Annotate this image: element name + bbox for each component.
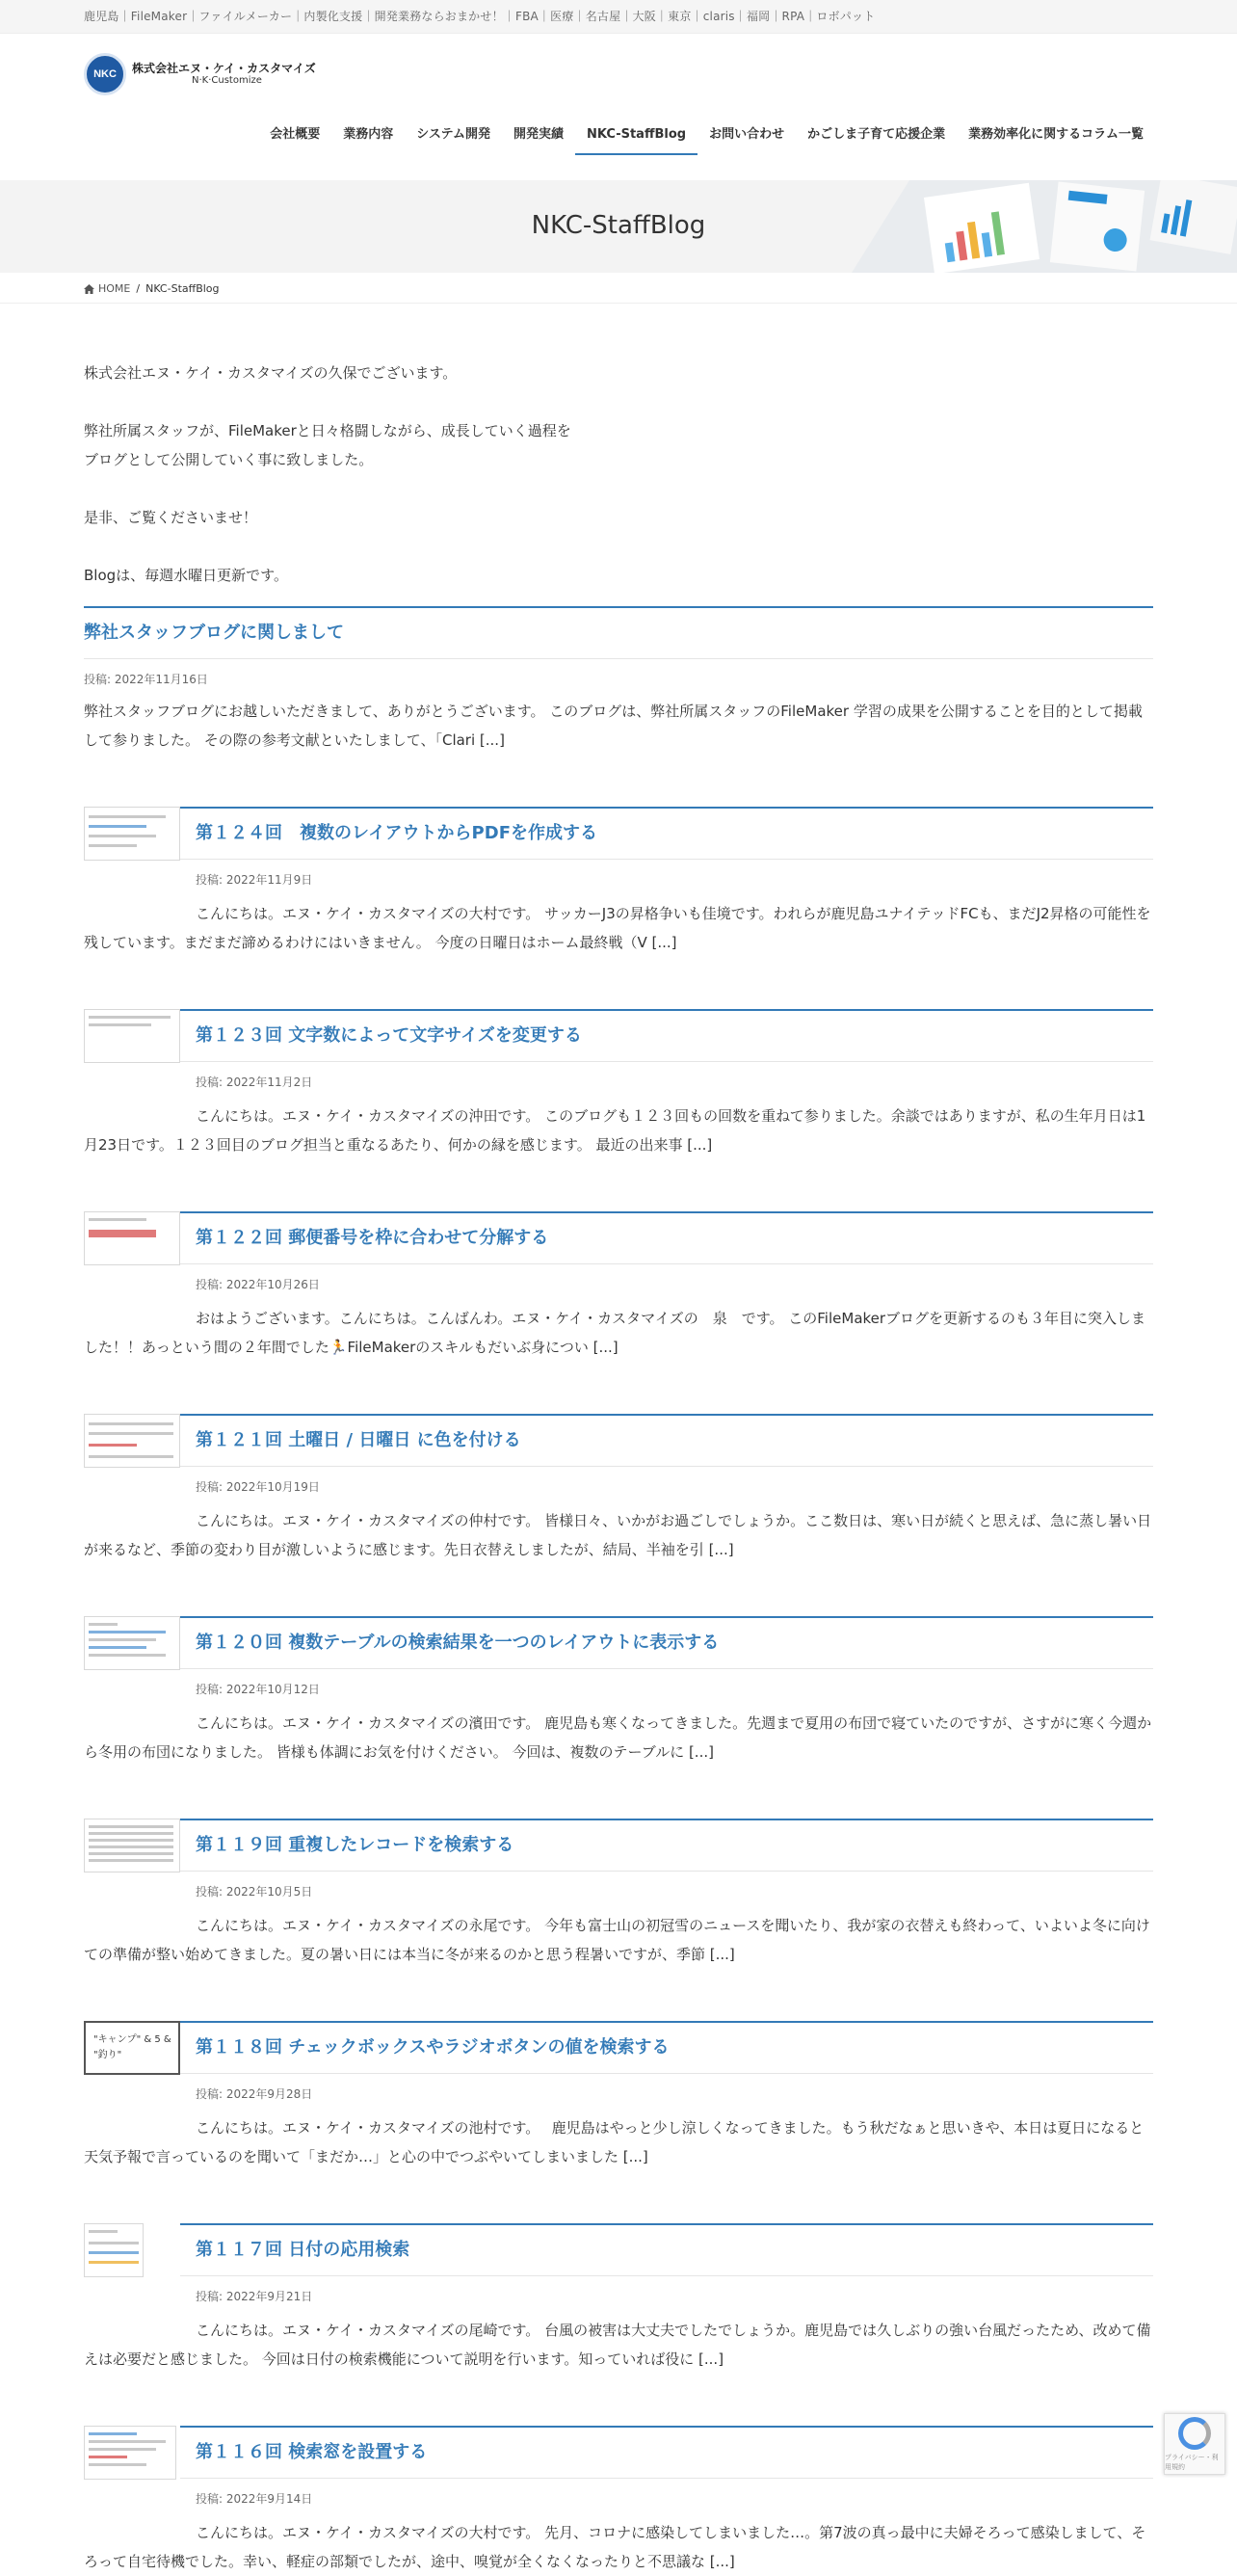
post-item [84, 2426, 1153, 2576]
post-title-link[interactable]: 第１２３回 文字数によって文字サイズを変更する [196, 1025, 582, 1047]
nav-contact[interactable]: お問い合わせ [709, 127, 785, 142]
post-thumbnail[interactable] [84, 807, 180, 861]
post-title-link[interactable]: 第１２４回 複数のレイアウトからPDFを作成する [196, 823, 597, 844]
recaptcha-text: プライバシー・利用規約 [1165, 2453, 1219, 2471]
post-item [84, 1009, 1153, 1159]
nav-system-dev[interactable]: システム開発 [416, 127, 490, 142]
intro-line: Blogは、毎週水曜日更新です。 [84, 567, 288, 584]
post-thumbnail[interactable] [84, 2223, 144, 2277]
post-date: 投稿: 2022年11月16日 [84, 673, 208, 686]
nav-kosodate[interactable]: かごしま子育て応援企業 [807, 127, 946, 142]
page-header-band [0, 180, 1237, 273]
company-name: 株式会社エヌ・ケイ・カスタマイズ [132, 61, 316, 75]
intro-line: 是非、ご覧くださいませ！ [84, 509, 258, 526]
post-thumbnail[interactable] [84, 1414, 180, 1468]
post-thumbnail[interactable]: "キャンプ" & 5 & "釣り" [84, 2021, 180, 2075]
post-item [84, 1211, 1153, 1362]
post-title-link[interactable]: 第１１７回 日付の応用検索 [196, 2240, 410, 2261]
post-item [84, 2223, 1153, 2374]
nav-company[interactable]: 会社概要 [270, 127, 321, 142]
post-thumbnail[interactable] [84, 1211, 180, 1265]
post-excerpt: こんにちは。エヌ・ケイ・カスタマイズの仲村です。 皆様日々、いかがお過ごしでしょうか。ここ数日は、寒い日が続くと思えば、急に蒸し暑い日が来るなど、季節の変わり目が激しいように感じます。先日衣替えしましたが、結局、半袖を引 [...] [84, 1512, 1152, 1558]
divider [0, 303, 1237, 304]
post-title-link[interactable]: 第１２０回 複数テーブルの検索結果を一つのレイアウトに表示する [196, 1633, 720, 1654]
post-date: 投稿: 2022年9月14日 [196, 2492, 313, 2506]
global-nav [258, 124, 1155, 153]
logo-mark: NKC [84, 53, 126, 95]
post-date: 投稿: 2022年9月21日 [196, 2290, 313, 2303]
nav-columns[interactable]: 業務効率化に関するコラム一覧 [968, 127, 1144, 142]
recaptcha-badge[interactable] [1164, 2413, 1225, 2475]
post-title-link[interactable]: 第１１９回 重複したレコードを検索する [196, 1835, 514, 1856]
company-sub: N·K·Customize [192, 75, 262, 87]
post-date: 投稿: 2022年11月2日 [196, 1076, 313, 1089]
intro-line: 弊社所属スタッフが、FileMakerと日々格闘しながら、成長していく過程を [84, 422, 571, 439]
post-thumbnail[interactable] [84, 1616, 180, 1670]
post-excerpt: こんにちは。エヌ・ケイ・カスタマイズの濱田です。 鹿児島も寒くなってきました。先週まで夏用の布団で寝ていたのですが、さすがに寒く今週から冬用の布団になりました。 皆様も体調にお気を付けください。 今回は、複数のテーブルに [...] [84, 1714, 1152, 1761]
post-date: 投稿: 2022年9月28日 [196, 2087, 313, 2101]
post-thumbnail[interactable] [84, 2426, 176, 2480]
post-excerpt: こんにちは。エヌ・ケイ・カスタマイズの大村です。 サッカーJ3の昇格争いも佳境です。われらが鹿児島ユナイテッドFCも、まだJ2昇格の可能性を残しています。まだまだ諦めるわけにはいきません。 今度の日曜日はホーム最終戦（V [...] [84, 905, 1151, 951]
post-item [84, 1616, 1153, 1766]
post-excerpt: こんにちは。エヌ・ケイ・カスタマイズの尾崎です。 台風の被害は大丈夫でしたでしょうか。鹿児島では久しぶりの強い台風だったため、改めて備えは必要だと感じました。 今回は日付の検索機能について説明を行います。知っていれば役に [...] [84, 2322, 1151, 2368]
breadcrumb-home-label: HOME [98, 282, 131, 295]
post-title-link[interactable]: 第１２１回 土曜日 / 日曜日 に色を付ける [196, 1430, 521, 1451]
post-excerpt: こんにちは。エヌ・ケイ・カスタマイズの沖田です。 このブログも１２３回もの回数を重ねて参りました。余談ではありますが、私の生年月日は1月23日です。１２３回目のブログ担当と重なるあたり、何かの縁を感じます。 最近の出来事 [...] [84, 1107, 1146, 1154]
post-excerpt: 弊社スタッフブログにお越しいただきまして、ありがとうございます。 このブログは、弊社所属スタッフのFileMaker 学習の成果を公開することを目的として掲載して参りました。 その際の参考文献といたしまして、「Clari [...] [84, 703, 1143, 749]
post-item [84, 2021, 1153, 2171]
post-date: 投稿: 2022年10月5日 [196, 1885, 313, 1899]
page-title: NKC-StaffBlog [531, 211, 706, 240]
nav-services[interactable]: 業務内容 [343, 127, 394, 142]
site-logo[interactable] [84, 53, 316, 95]
post-date: 投稿: 2022年11月9日 [196, 873, 313, 887]
post-item [84, 606, 1153, 755]
intro-line: ブログとして公開していく事に致しました。 [84, 451, 374, 468]
post-date: 投稿: 2022年10月26日 [196, 1278, 320, 1291]
recaptcha-icon [1178, 2417, 1211, 2450]
post-excerpt: おはようございます。こんにちは。こんばんわ。エヌ・ケイ・カスタマイズの 泉 です。 このFileMakerブログを更新するのも３年目に突入しました！！あっという間の２年間でした🏃FileMakerのスキルもだいぶ身につい [...] [84, 1310, 1146, 1356]
site-header [0, 34, 1237, 181]
post-title-link[interactable]: 第１１８回 チェックボックスやラジオボタンの値を検索する [196, 2037, 670, 2058]
breadcrumb-home[interactable] [84, 282, 130, 295]
nav-works[interactable]: 開発実績 [513, 127, 564, 142]
post-item [84, 1414, 1153, 1564]
nav-staffblog[interactable]: NKC-StaffBlog [575, 124, 697, 153]
post-excerpt: こんにちは。エヌ・ケイ・カスタマイズの池村です。 鹿児島はやっと少し涼しくなってきました。もう秋だなぁと思いきや、本日は夏日になると天気予報で言っているのを聞いて「まだか…」と心の中でつぶやいてしまいました [...] [84, 2119, 1145, 2165]
post-title-link[interactable]: 弊社スタッフブログに関しまして [84, 623, 344, 644]
post-date: 投稿: 2022年10月12日 [196, 1683, 320, 1696]
intro-line: 株式会社エヌ・ケイ・カスタマイズの久保でございます。 [84, 364, 458, 382]
post-item [84, 807, 1153, 957]
post-excerpt: こんにちは。エヌ・ケイ・カスタマイズの永尾です。 今年も富士山の初冠雪のニュースを聞いたり、我が家の衣替えも終わって、いよいよ冬に向けての準備が整い始めてきました。夏の暑い日には本当に冬が来るのかと思う程暑いですが、季節 [...] [84, 1917, 1150, 1963]
post-title-link[interactable]: 第１１６回 検索窓を設置する [196, 2442, 428, 2463]
top-keywords: 鹿児島｜FileMaker｜ファイルメーカー｜内製化支援｜開発業務ならおまかせ！｜FBA｜医療｜名古屋｜大阪｜東京｜claris｜福岡｜RPA｜ロボパット [84, 10, 876, 23]
blog-intro [84, 359, 1153, 590]
post-thumbnail[interactable] [84, 1009, 180, 1063]
post-date: 投稿: 2022年10月19日 [196, 1480, 320, 1494]
top-keyword-bar [0, 0, 1237, 34]
post-thumbnail[interactable] [84, 1819, 180, 1872]
post-excerpt: こんにちは。エヌ・ケイ・カスタマイズの大村です。 先月、コロナに感染してしまいました…。第7波の真っ最中に夫婦そろって感染しまして、そろって自宅待機でした。幸い、軽症の部類でしたが、途中、嗅覚が全くなくなったりと不思議な [...] [84, 2524, 1146, 2570]
breadcrumb-separator: / [136, 282, 141, 295]
breadcrumb [84, 282, 220, 295]
home-icon [84, 284, 94, 294]
post-item [84, 1819, 1153, 1969]
post-title-link[interactable]: 第１２２回 郵便番号を枠に合わせて分解する [196, 1228, 549, 1249]
post-list [84, 606, 1153, 2576]
breadcrumb-current: NKC-StaffBlog [145, 282, 220, 295]
